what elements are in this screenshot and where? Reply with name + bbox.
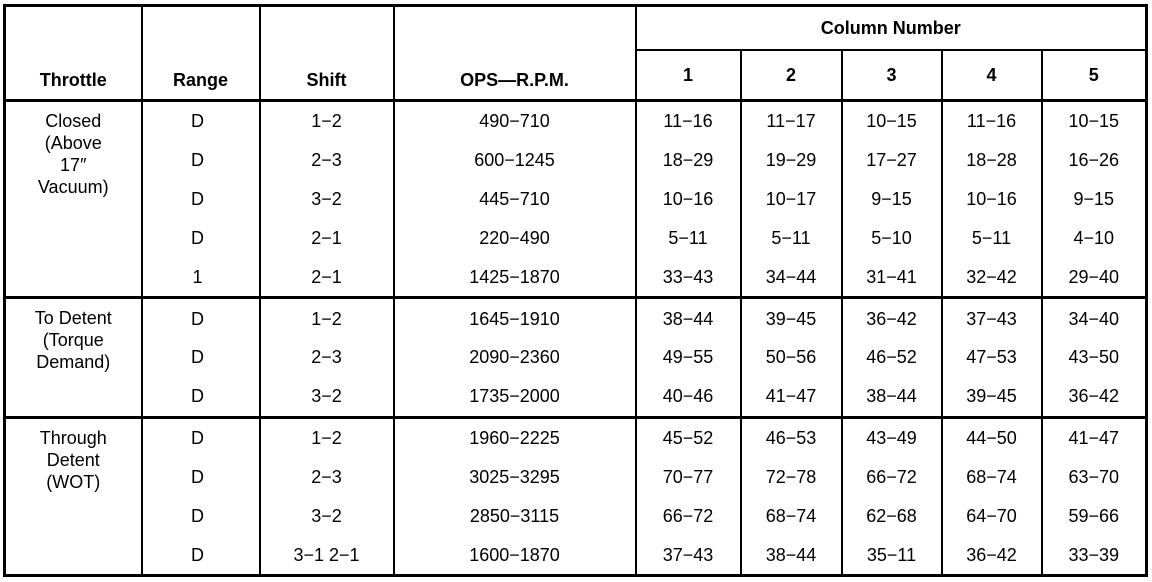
column-5-cell: 29−40 xyxy=(1042,257,1147,297)
column-3-cell: 62−68 xyxy=(842,496,942,535)
table-row xyxy=(5,218,1147,257)
header-column-1: 1 xyxy=(636,50,741,101)
table-row xyxy=(5,298,1147,338)
rpm-cell: 1735−2000 xyxy=(394,377,636,417)
column-2-cell: 46−53 xyxy=(741,417,842,457)
header-column-number: Column Number xyxy=(636,6,1147,51)
rpm-cell: 600−1245 xyxy=(394,141,636,180)
header-range: Range xyxy=(142,6,260,101)
column-3-cell: 38−44 xyxy=(842,377,942,417)
column-3-cell: 31−41 xyxy=(842,257,942,297)
range-cell: D xyxy=(142,417,260,457)
shift-cell: 2−3 xyxy=(260,338,394,377)
column-3-cell: 35−11 xyxy=(842,535,942,575)
column-5-cell: 33−39 xyxy=(1042,535,1147,575)
column-1-cell: 66−72 xyxy=(636,496,741,535)
header-shift: Shift xyxy=(260,6,394,101)
column-4-cell: 5−11 xyxy=(942,218,1042,257)
column-4-cell: 36−42 xyxy=(942,535,1042,575)
shift-cell: 2−1 xyxy=(260,257,394,297)
column-3-cell: 46−52 xyxy=(842,338,942,377)
range-cell: D xyxy=(142,298,260,338)
table-row xyxy=(5,496,1147,535)
column-4-cell: 11−16 xyxy=(942,101,1042,141)
column-2-cell: 41−47 xyxy=(741,377,842,417)
throttle-line: Detent xyxy=(46,449,100,470)
throttle-line: (Above xyxy=(44,133,102,153)
column-3-cell: 43−49 xyxy=(842,417,942,457)
rpm-cell: 220−490 xyxy=(394,218,636,257)
column-2-cell: 39−45 xyxy=(741,298,842,338)
range-cell: D xyxy=(142,457,260,496)
column-1-cell: 37−43 xyxy=(636,535,741,575)
table-row xyxy=(5,535,1147,575)
throttle-cell xyxy=(5,417,142,575)
column-3-cell: 36−42 xyxy=(842,298,942,338)
shift-cell: 3−2 xyxy=(260,377,394,417)
column-1-cell: 49−55 xyxy=(636,338,741,377)
column-5-cell: 41−47 xyxy=(1042,417,1147,457)
throttle-cell xyxy=(5,101,142,298)
shift-cell: 3−1 2−1 xyxy=(260,535,394,575)
throttle-cell xyxy=(5,298,142,417)
table-row xyxy=(5,180,1147,219)
column-3-cell: 66−72 xyxy=(842,457,942,496)
column-5-cell: 59−66 xyxy=(1042,496,1147,535)
rpm-cell: 1425−1870 xyxy=(394,257,636,297)
throttle-line: (WOT) xyxy=(46,471,101,492)
column-4-cell: 32−42 xyxy=(942,257,1042,297)
throttle-line: To Detent xyxy=(34,308,112,329)
throttle-line: Closed xyxy=(45,111,102,131)
column-3-cell: 5−10 xyxy=(842,218,942,257)
range-cell: D xyxy=(142,101,260,141)
column-5-cell: 43−50 xyxy=(1042,338,1147,377)
column-2-cell: 72−78 xyxy=(741,457,842,496)
range-cell: D xyxy=(142,141,260,180)
column-2-cell: 38−44 xyxy=(741,535,842,575)
shift-cell: 1−2 xyxy=(260,417,394,457)
throttle-line: 17″ xyxy=(60,155,87,175)
rpm-cell: 490−710 xyxy=(394,101,636,141)
shift-cell: 2−3 xyxy=(260,457,394,496)
column-4-cell: 44−50 xyxy=(942,417,1042,457)
shift-cell: 2−3 xyxy=(260,141,394,180)
column-5-cell: 36−42 xyxy=(1042,377,1147,417)
range-cell: D xyxy=(142,377,260,417)
column-2-cell: 34−44 xyxy=(741,257,842,297)
rpm-cell: 445−710 xyxy=(394,180,636,219)
table-row xyxy=(5,417,1147,457)
column-4-cell: 37−43 xyxy=(942,298,1042,338)
shift-cell: 1−2 xyxy=(260,101,394,141)
table-row xyxy=(5,257,1147,297)
header-throttle: Throttle xyxy=(5,6,142,101)
column-2-cell: 11−17 xyxy=(741,101,842,141)
column-3-cell: 17−27 xyxy=(842,141,942,180)
column-4-cell: 64−70 xyxy=(942,496,1042,535)
column-1-cell: 5−11 xyxy=(636,218,741,257)
range-cell: D xyxy=(142,496,260,535)
table-row xyxy=(5,338,1147,377)
column-2-cell: 19−29 xyxy=(741,141,842,180)
rpm-cell: 1960−2225 xyxy=(394,417,636,457)
column-5-cell: 9−15 xyxy=(1042,180,1147,219)
throttle-line: Through xyxy=(39,427,107,448)
column-1-cell: 45−52 xyxy=(636,417,741,457)
throttle-line: Vacuum) xyxy=(37,177,109,197)
shift-speed-table xyxy=(3,4,1148,577)
column-1-cell: 18−29 xyxy=(636,141,741,180)
range-cell: D xyxy=(142,180,260,219)
column-5-cell: 34−40 xyxy=(1042,298,1147,338)
column-1-cell: 10−16 xyxy=(636,180,741,219)
range-cell: 1 xyxy=(142,257,260,297)
column-2-cell: 68−74 xyxy=(741,496,842,535)
shift-cell: 2−1 xyxy=(260,218,394,257)
header-column-2: 2 xyxy=(741,50,842,101)
column-4-cell: 10−16 xyxy=(942,180,1042,219)
rpm-cell: 1645−1910 xyxy=(394,298,636,338)
table-row xyxy=(5,377,1147,417)
column-2-cell: 5−11 xyxy=(741,218,842,257)
range-cell: D xyxy=(142,338,260,377)
column-2-cell: 10−17 xyxy=(741,180,842,219)
column-1-cell: 40−46 xyxy=(636,377,741,417)
header-column-4: 4 xyxy=(942,50,1042,101)
shift-cell: 1−2 xyxy=(260,298,394,338)
column-4-cell: 47−53 xyxy=(942,338,1042,377)
rpm-cell: 1600−1870 xyxy=(394,535,636,575)
column-4-cell: 68−74 xyxy=(942,457,1042,496)
table-row xyxy=(5,101,1147,141)
column-2-cell: 50−56 xyxy=(741,338,842,377)
column-5-cell: 16−26 xyxy=(1042,141,1147,180)
range-cell: D xyxy=(142,218,260,257)
column-3-cell: 9−15 xyxy=(842,180,942,219)
table-row xyxy=(5,457,1147,496)
column-4-cell: 18−28 xyxy=(942,141,1042,180)
table-row xyxy=(5,141,1147,180)
throttle-line: (Torque xyxy=(42,330,104,351)
header-column-5: 5 xyxy=(1042,50,1147,101)
table-body xyxy=(5,101,1147,576)
column-3-cell: 10−15 xyxy=(842,101,942,141)
shift-cell: 3−2 xyxy=(260,180,394,219)
throttle-line: Demand) xyxy=(36,352,111,373)
column-5-cell: 10−15 xyxy=(1042,101,1147,141)
header-column-3: 3 xyxy=(842,50,942,101)
column-1-cell: 33−43 xyxy=(636,257,741,297)
column-4-cell: 39−45 xyxy=(942,377,1042,417)
column-5-cell: 63−70 xyxy=(1042,457,1147,496)
range-cell: D xyxy=(142,535,260,575)
column-1-cell: 11−16 xyxy=(636,101,741,141)
column-5-cell: 4−10 xyxy=(1042,218,1147,257)
header-ops-rpm: OPS—R.P.M. xyxy=(394,6,636,101)
column-1-cell: 70−77 xyxy=(636,457,741,496)
rpm-cell: 3025−3295 xyxy=(394,457,636,496)
shift-cell: 3−2 xyxy=(260,496,394,535)
column-1-cell: 38−44 xyxy=(636,298,741,338)
rpm-cell: 2090−2360 xyxy=(394,338,636,377)
rpm-cell: 2850−3115 xyxy=(394,496,636,535)
